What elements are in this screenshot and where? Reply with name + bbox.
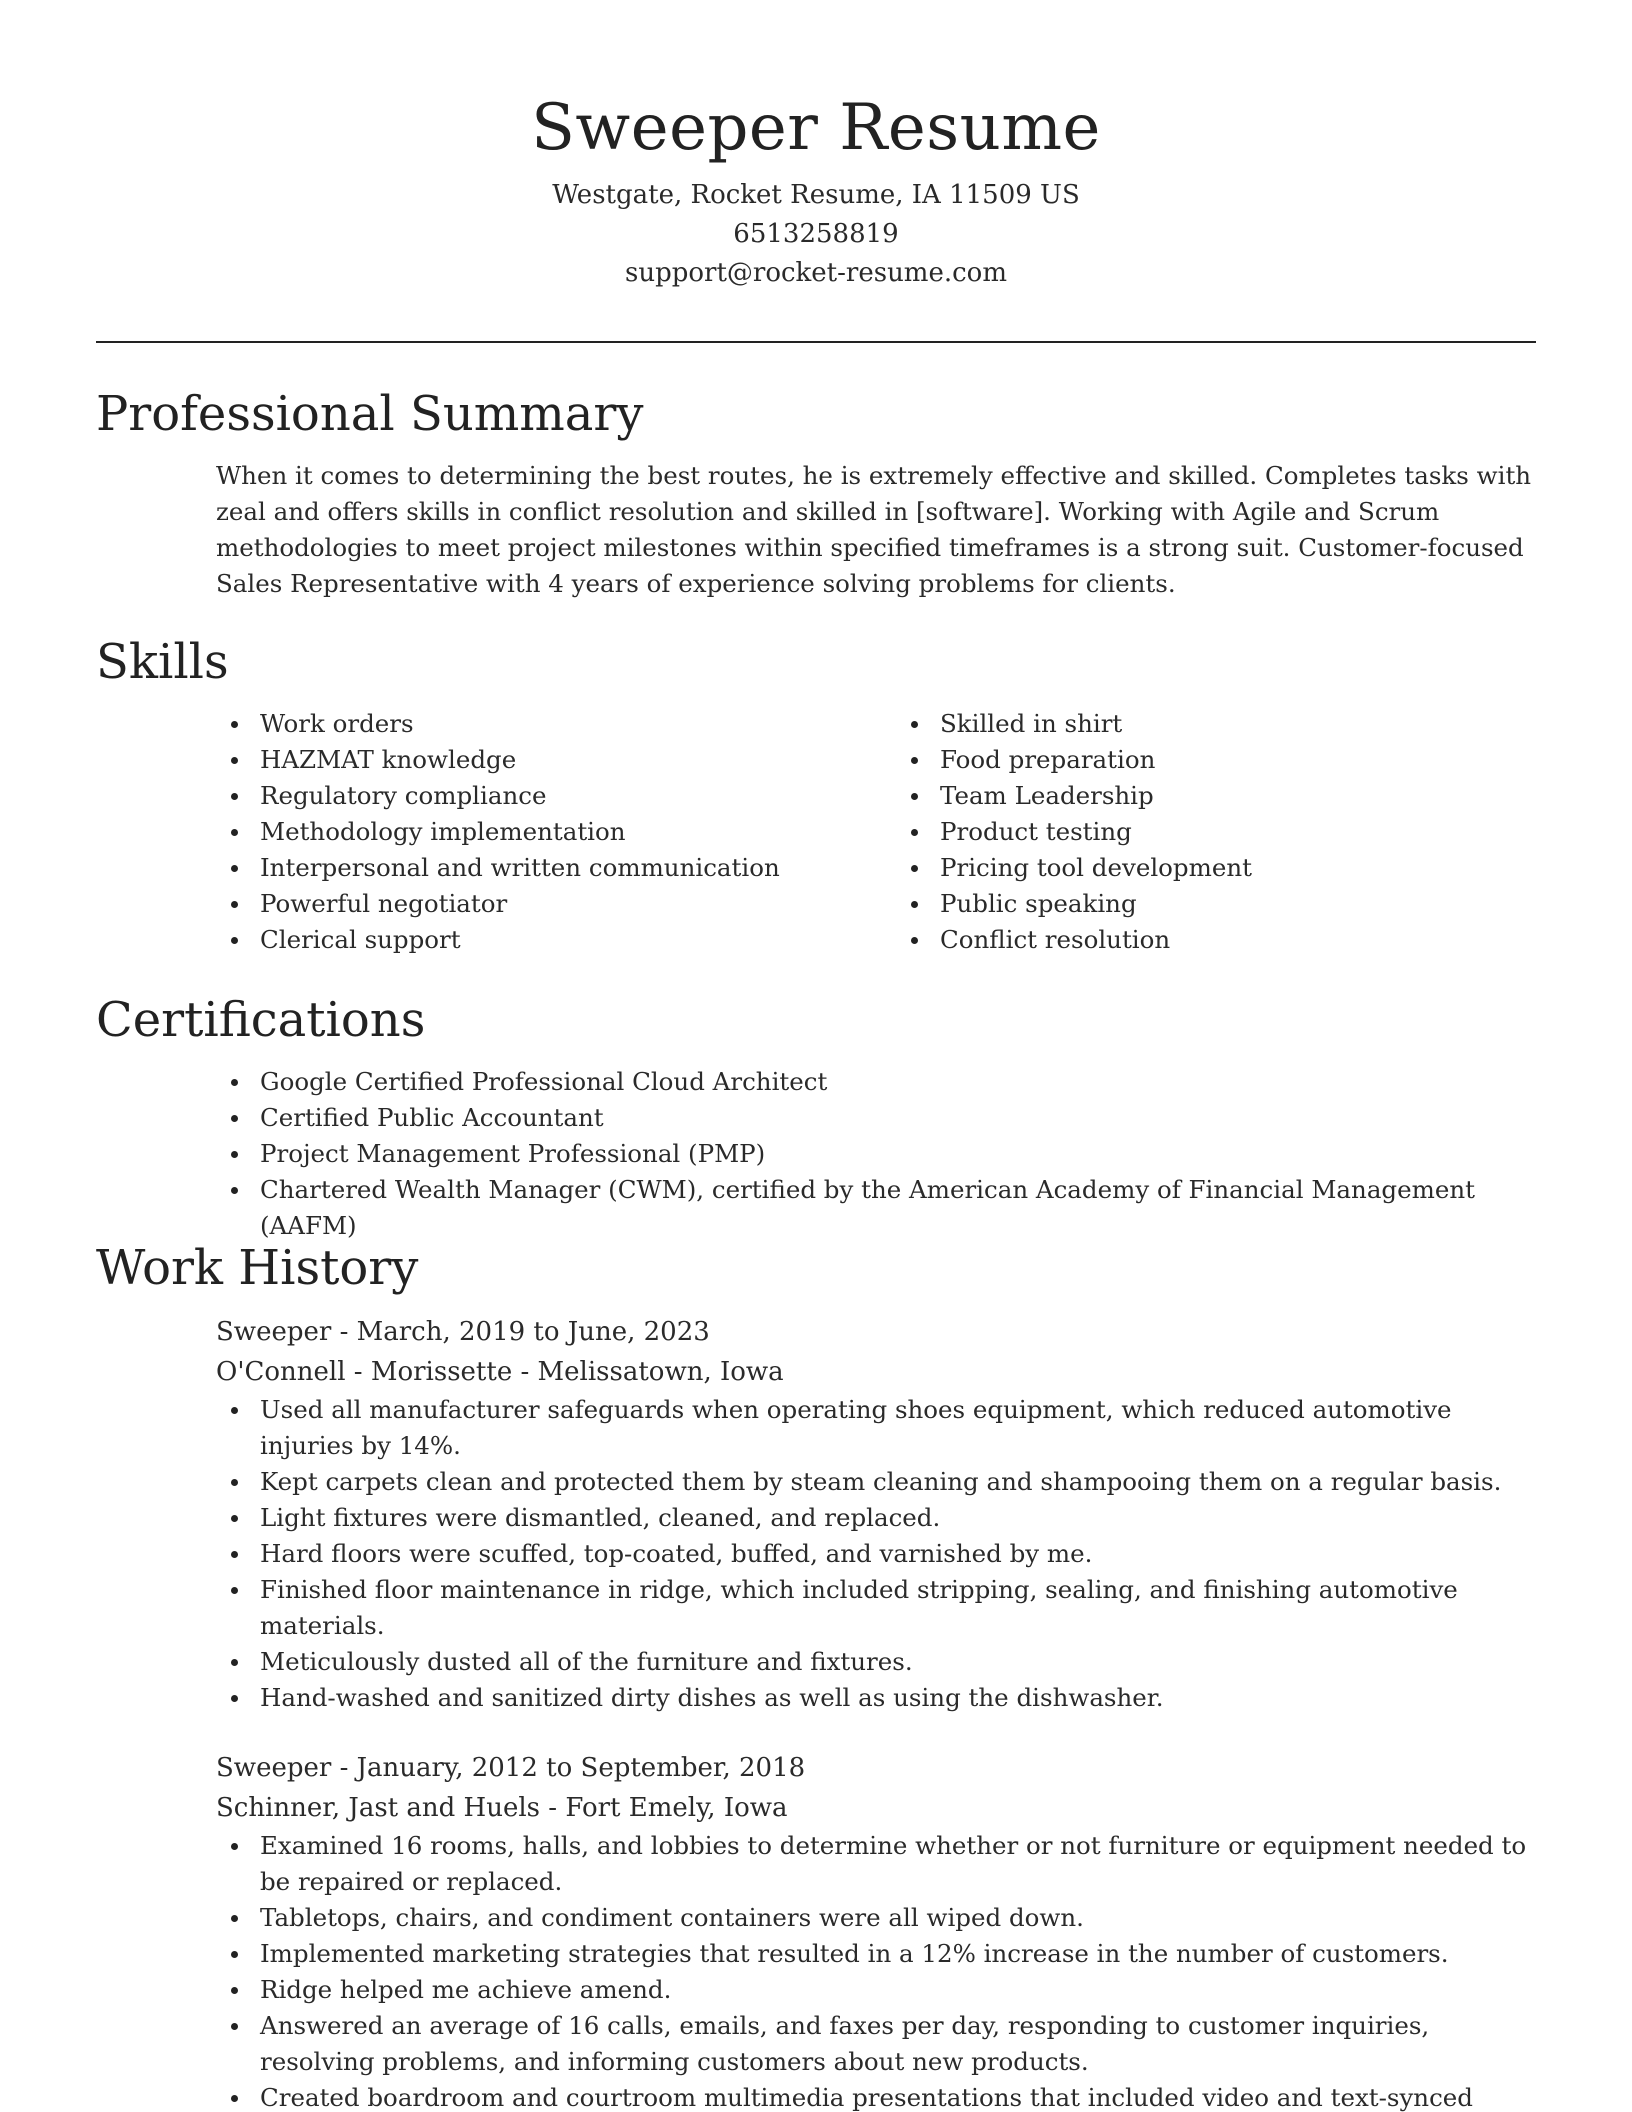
- list-item: Clerical support: [260, 922, 910, 958]
- list-item: Public speaking: [940, 886, 1252, 922]
- list-item: Answered an average of 16 calls, emails, and faxes per day, responding to customer inquiries, resolving problems, and informing customers about new products.: [260, 2008, 1536, 2080]
- list-item: Ridge helped me achieve amend.: [260, 1972, 1536, 2008]
- list-item: Work orders: [260, 706, 910, 742]
- job-entry: [216, 1748, 1536, 2112]
- skills-list-left: [96, 706, 910, 958]
- list-item: Certified Public Accountant: [260, 1100, 1536, 1136]
- work-history-heading: Work History: [96, 1240, 419, 1296]
- certifications-heading: Certifications: [96, 992, 426, 1048]
- list-item: Chartered Wealth Manager (CWM), certified by the American Academy of Financial Management (AAFM): [260, 1172, 1536, 1244]
- list-item: Product testing: [940, 814, 1252, 850]
- certifications-section: [96, 988, 1536, 1244]
- skills-heading: Skills: [96, 634, 229, 690]
- summary-text: When it comes to determining the best routes, he is extremely effective and skilled. Completes tasks with zeal and offers skills in conflict resolution and skilled in [software]. Working with Agile and Scrum methodologies to meet project milestones within specified timeframes is a strong suit. Customer-focused Sales Representative with 4 years of experience solving problems for clients.: [216, 461, 1532, 598]
- list-item: Hand-washed and sanitized dirty dishes as well as using the dishwasher.: [260, 1680, 1536, 1716]
- list-item: Skilled in shirt: [940, 706, 1252, 742]
- list-item: Used all manufacturer safeguards when operating shoes equipment, which reduced automotive injuries by 14%.: [260, 1392, 1536, 1464]
- resume-header: [0, 86, 1632, 293]
- phone: 6513258819: [733, 219, 899, 249]
- list-item: Meticulously dusted all of the furniture and fixtures.: [260, 1644, 1536, 1680]
- list-item: Hard floors were scuffed, top-coated, buffed, and varnished by me.: [260, 1536, 1536, 1572]
- summary-heading: Professional Summary: [96, 386, 644, 442]
- header-divider: [96, 341, 1536, 343]
- list-item: Kept carpets clean and protected them by steam cleaning and shampooing them on a regular basis.: [260, 1464, 1536, 1500]
- skills-section: [96, 630, 1536, 958]
- job-bullets: [216, 1828, 1536, 2112]
- skills-list-right: [910, 706, 1252, 958]
- list-item: Interpersonal and written communication: [260, 850, 910, 886]
- list-item: Methodology implementation: [260, 814, 910, 850]
- list-item: Powerful negotiator: [260, 886, 910, 922]
- list-item: Google Certified Professional Cloud Architect: [260, 1064, 1536, 1100]
- list-item: Team Leadership: [940, 778, 1252, 814]
- list-item: HAZMAT knowledge: [260, 742, 910, 778]
- list-item: Examined 16 rooms, halls, and lobbies to determine whether or not furniture or equipment needed to be repaired or replaced.: [260, 1828, 1536, 1900]
- list-item: Finished floor maintenance in ridge, which included stripping, sealing, and finishing automotive materials.: [260, 1572, 1536, 1644]
- work-history-section: [96, 1236, 1536, 2112]
- contact-block: [0, 176, 1632, 293]
- list-item: Pricing tool development: [940, 850, 1252, 886]
- list-item: Created boardroom and courtroom multimedia presentations that included video and text-synced: [260, 2080, 1536, 2112]
- job-title-dates: Sweeper - March, 2019 to June, 2023: [216, 1317, 710, 1347]
- list-item: Project Management Professional (PMP): [260, 1136, 1536, 1172]
- job-company-location: Schinner, Jast and Huels - Fort Emely, Iowa: [216, 1793, 788, 1823]
- certifications-list: [96, 1064, 1536, 1244]
- email: support@rocket-resume.com: [624, 258, 1007, 288]
- job-entry: [216, 1312, 1536, 1716]
- list-item: Tabletops, chairs, and condiment containers were all wiped down.: [260, 1900, 1536, 1936]
- list-item: Implemented marketing strategies that resulted in a 12% increase in the number of customers.: [260, 1936, 1536, 1972]
- list-item: Regulatory compliance: [260, 778, 910, 814]
- list-item: Food preparation: [940, 742, 1252, 778]
- job-bullets: [216, 1392, 1536, 1716]
- list-item: Conflict resolution: [940, 922, 1252, 958]
- skills-columns: [96, 706, 1536, 958]
- job-company-location: O'Connell - Morissette - Melissatown, Iowa: [216, 1357, 784, 1387]
- summary-section: [96, 382, 1536, 602]
- page-title: Sweeper Resume: [531, 91, 1101, 165]
- address: Westgate, Rocket Resume, IA 11509 US: [552, 180, 1080, 210]
- list-item: Light fixtures were dismantled, cleaned, and replaced.: [260, 1500, 1536, 1536]
- job-title-dates: Sweeper - January, 2012 to September, 2018: [216, 1753, 806, 1783]
